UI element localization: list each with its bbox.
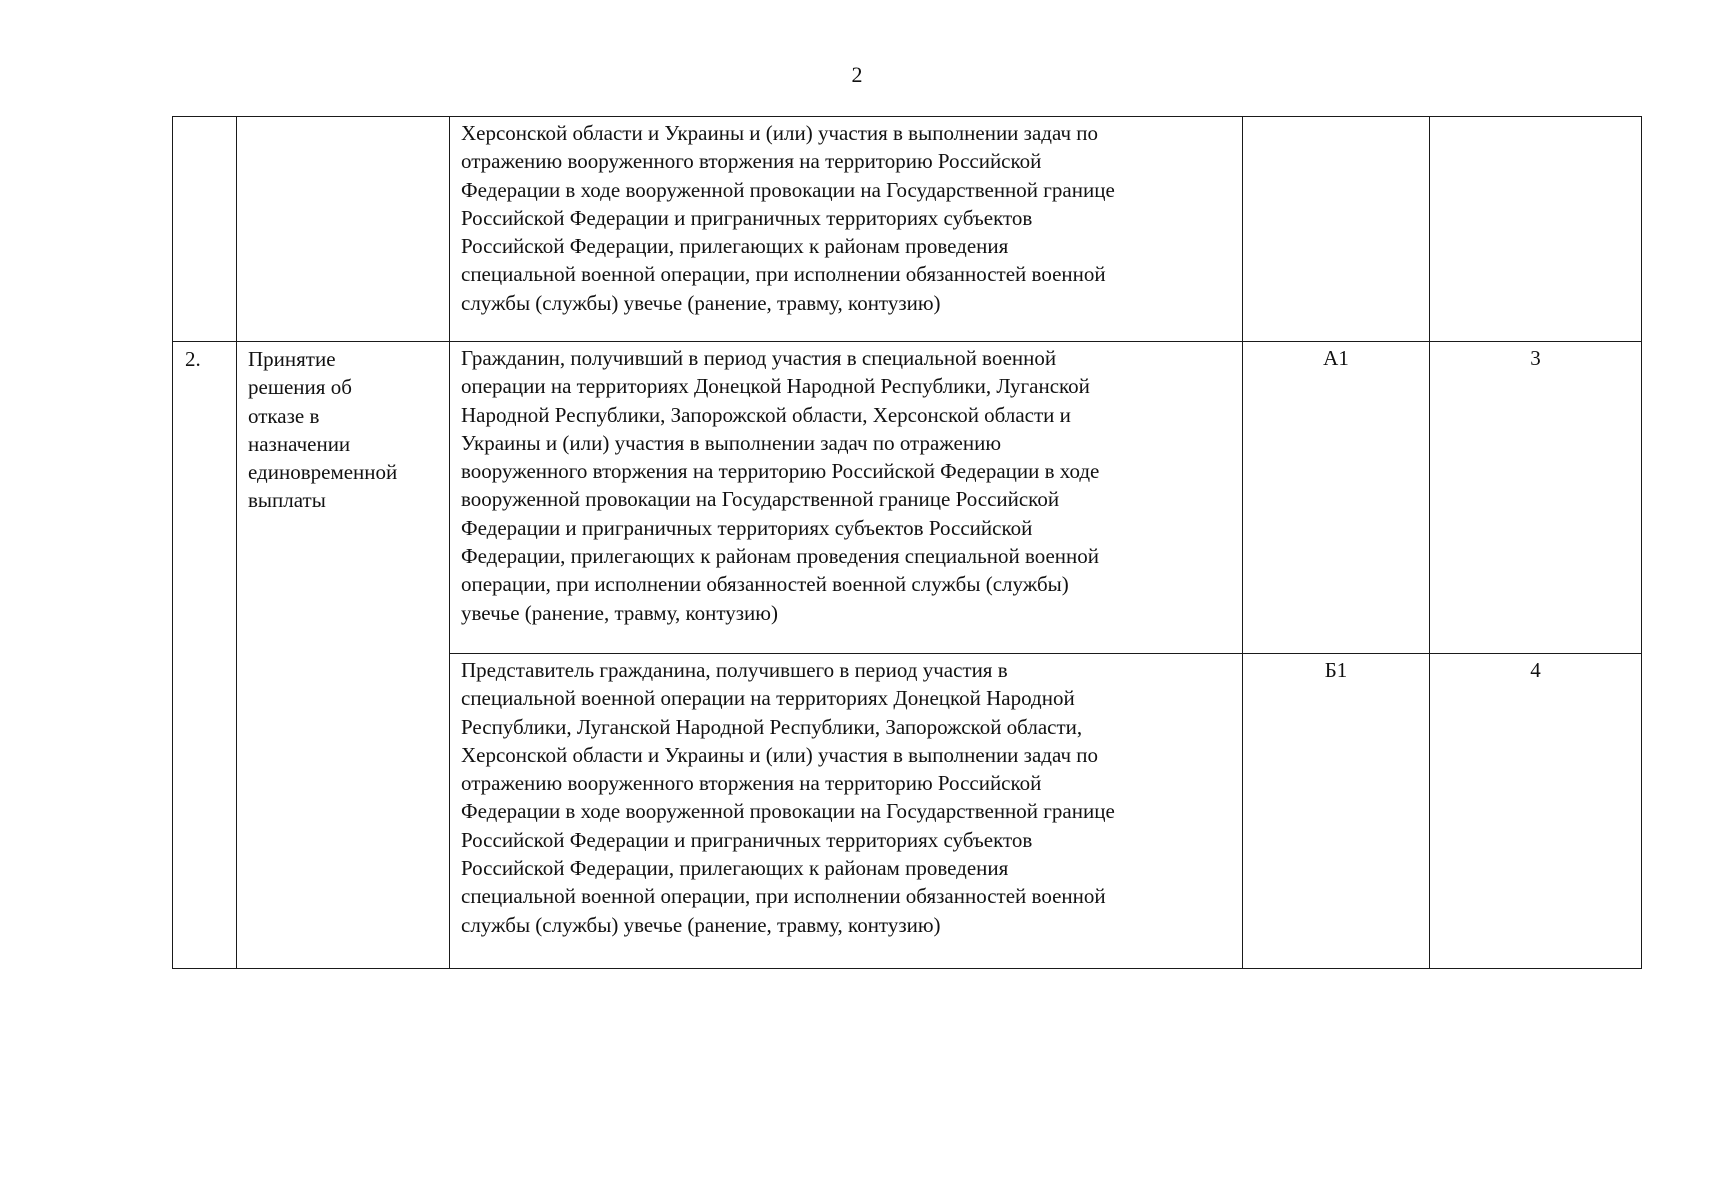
- description-line: Российской Федерации и приграничных территориях субъектов: [461, 827, 1033, 852]
- description-line: Херсонской области и Украины и (или) участия в выполнении задач по: [461, 121, 1099, 145]
- description-line: Федерации, прилегающих к районам проведения специальной военной: [461, 544, 1100, 569]
- description-line: Федерации в ходе вооруженной провокации на Государственной границе: [461, 799, 1115, 824]
- procedure-name-line: выплаты: [248, 488, 326, 513]
- description-line: Украины и (или) участия в выполнении задач по отражению: [461, 430, 1002, 455]
- variant-number-cell: [1430, 117, 1642, 342]
- table-row: [173, 342, 1642, 654]
- description-line: Федерации в ходе вооруженной провокации на Государственной границе: [461, 177, 1115, 202]
- variant-number-cell: 3: [1430, 342, 1642, 654]
- procedure-name-line: Принятие: [248, 347, 336, 371]
- description-line: Народной Республики, Запорожской области, Херсонской области и: [461, 402, 1071, 427]
- procedure-name-cell: [237, 342, 450, 969]
- procedure-name-cell: [237, 117, 450, 342]
- description-line: Российской Федерации, прилегающих к районам проведения: [461, 856, 1009, 881]
- description-line: службы (службы) увечье (ранение, травму, контузию): [461, 912, 941, 937]
- procedure-name-line: отказе в: [248, 403, 320, 428]
- description-line: Гражданин, получивший в период участия в специальной военной: [461, 346, 1057, 370]
- row-number-cell: [173, 117, 237, 342]
- description-line: Российской Федерации, прилегающих к районам проведения: [461, 234, 1009, 259]
- description-line: вооруженной провокации на Государственной границе Российской: [461, 487, 1060, 512]
- applicant-description-cell: [450, 342, 1243, 654]
- description-line: специальной военной операции, при исполнении обязанностей военной: [461, 884, 1106, 909]
- description-line: Российской Федерации и приграничных территориях субъектов: [461, 205, 1033, 230]
- description-line: вооруженного вторжения на территорию Российской Федерации в ходе: [461, 459, 1100, 484]
- description-line: операции, при исполнении обязанностей военной службы (службы): [461, 572, 1069, 597]
- applicant-description-cell: [450, 654, 1243, 969]
- procedure-name-line: решения об: [248, 375, 352, 400]
- description-line: увечье (ранение, травму, контузию): [461, 600, 778, 625]
- category-code-cell: [1243, 117, 1430, 342]
- description-line: Представитель гражданина, получившего в период участия в: [461, 658, 1008, 682]
- description-line: операции на территориях Донецкой Народной Республики, Луганской: [461, 374, 1090, 399]
- description-line: службы (службы) увечье (ранение, травму, контузию): [461, 290, 941, 315]
- procedure-name-line: назначении: [248, 431, 351, 456]
- description-line: Херсонской области и Украины и (или) участия в выполнении задач по: [461, 742, 1099, 767]
- applicant-description-cell: [450, 117, 1243, 342]
- procedure-name-line: единовременной: [248, 460, 398, 485]
- row-number-cell: 2.: [173, 342, 237, 969]
- description-line: специальной военной операции, при исполнении обязанностей военной: [461, 262, 1106, 287]
- description-line: специальной военной операции на территориях Донецкой Народной: [461, 686, 1075, 711]
- category-code-cell: А1: [1243, 342, 1430, 654]
- description-line: Республики, Луганской Народной Республики, Запорожской области,: [461, 714, 1083, 739]
- benefits-table: [172, 116, 1642, 969]
- page-number: 2: [851, 62, 863, 87]
- description-line: отражению вооруженного вторжения на территорию Российской: [461, 149, 1042, 174]
- description-line: отражению вооруженного вторжения на территорию Российской: [461, 771, 1042, 796]
- table-row: [173, 117, 1642, 342]
- category-code-cell: Б1: [1243, 654, 1430, 969]
- variant-number-cell: 4: [1430, 654, 1642, 969]
- description-line: Федерации и приграничных территориях субъектов Российской: [461, 515, 1033, 540]
